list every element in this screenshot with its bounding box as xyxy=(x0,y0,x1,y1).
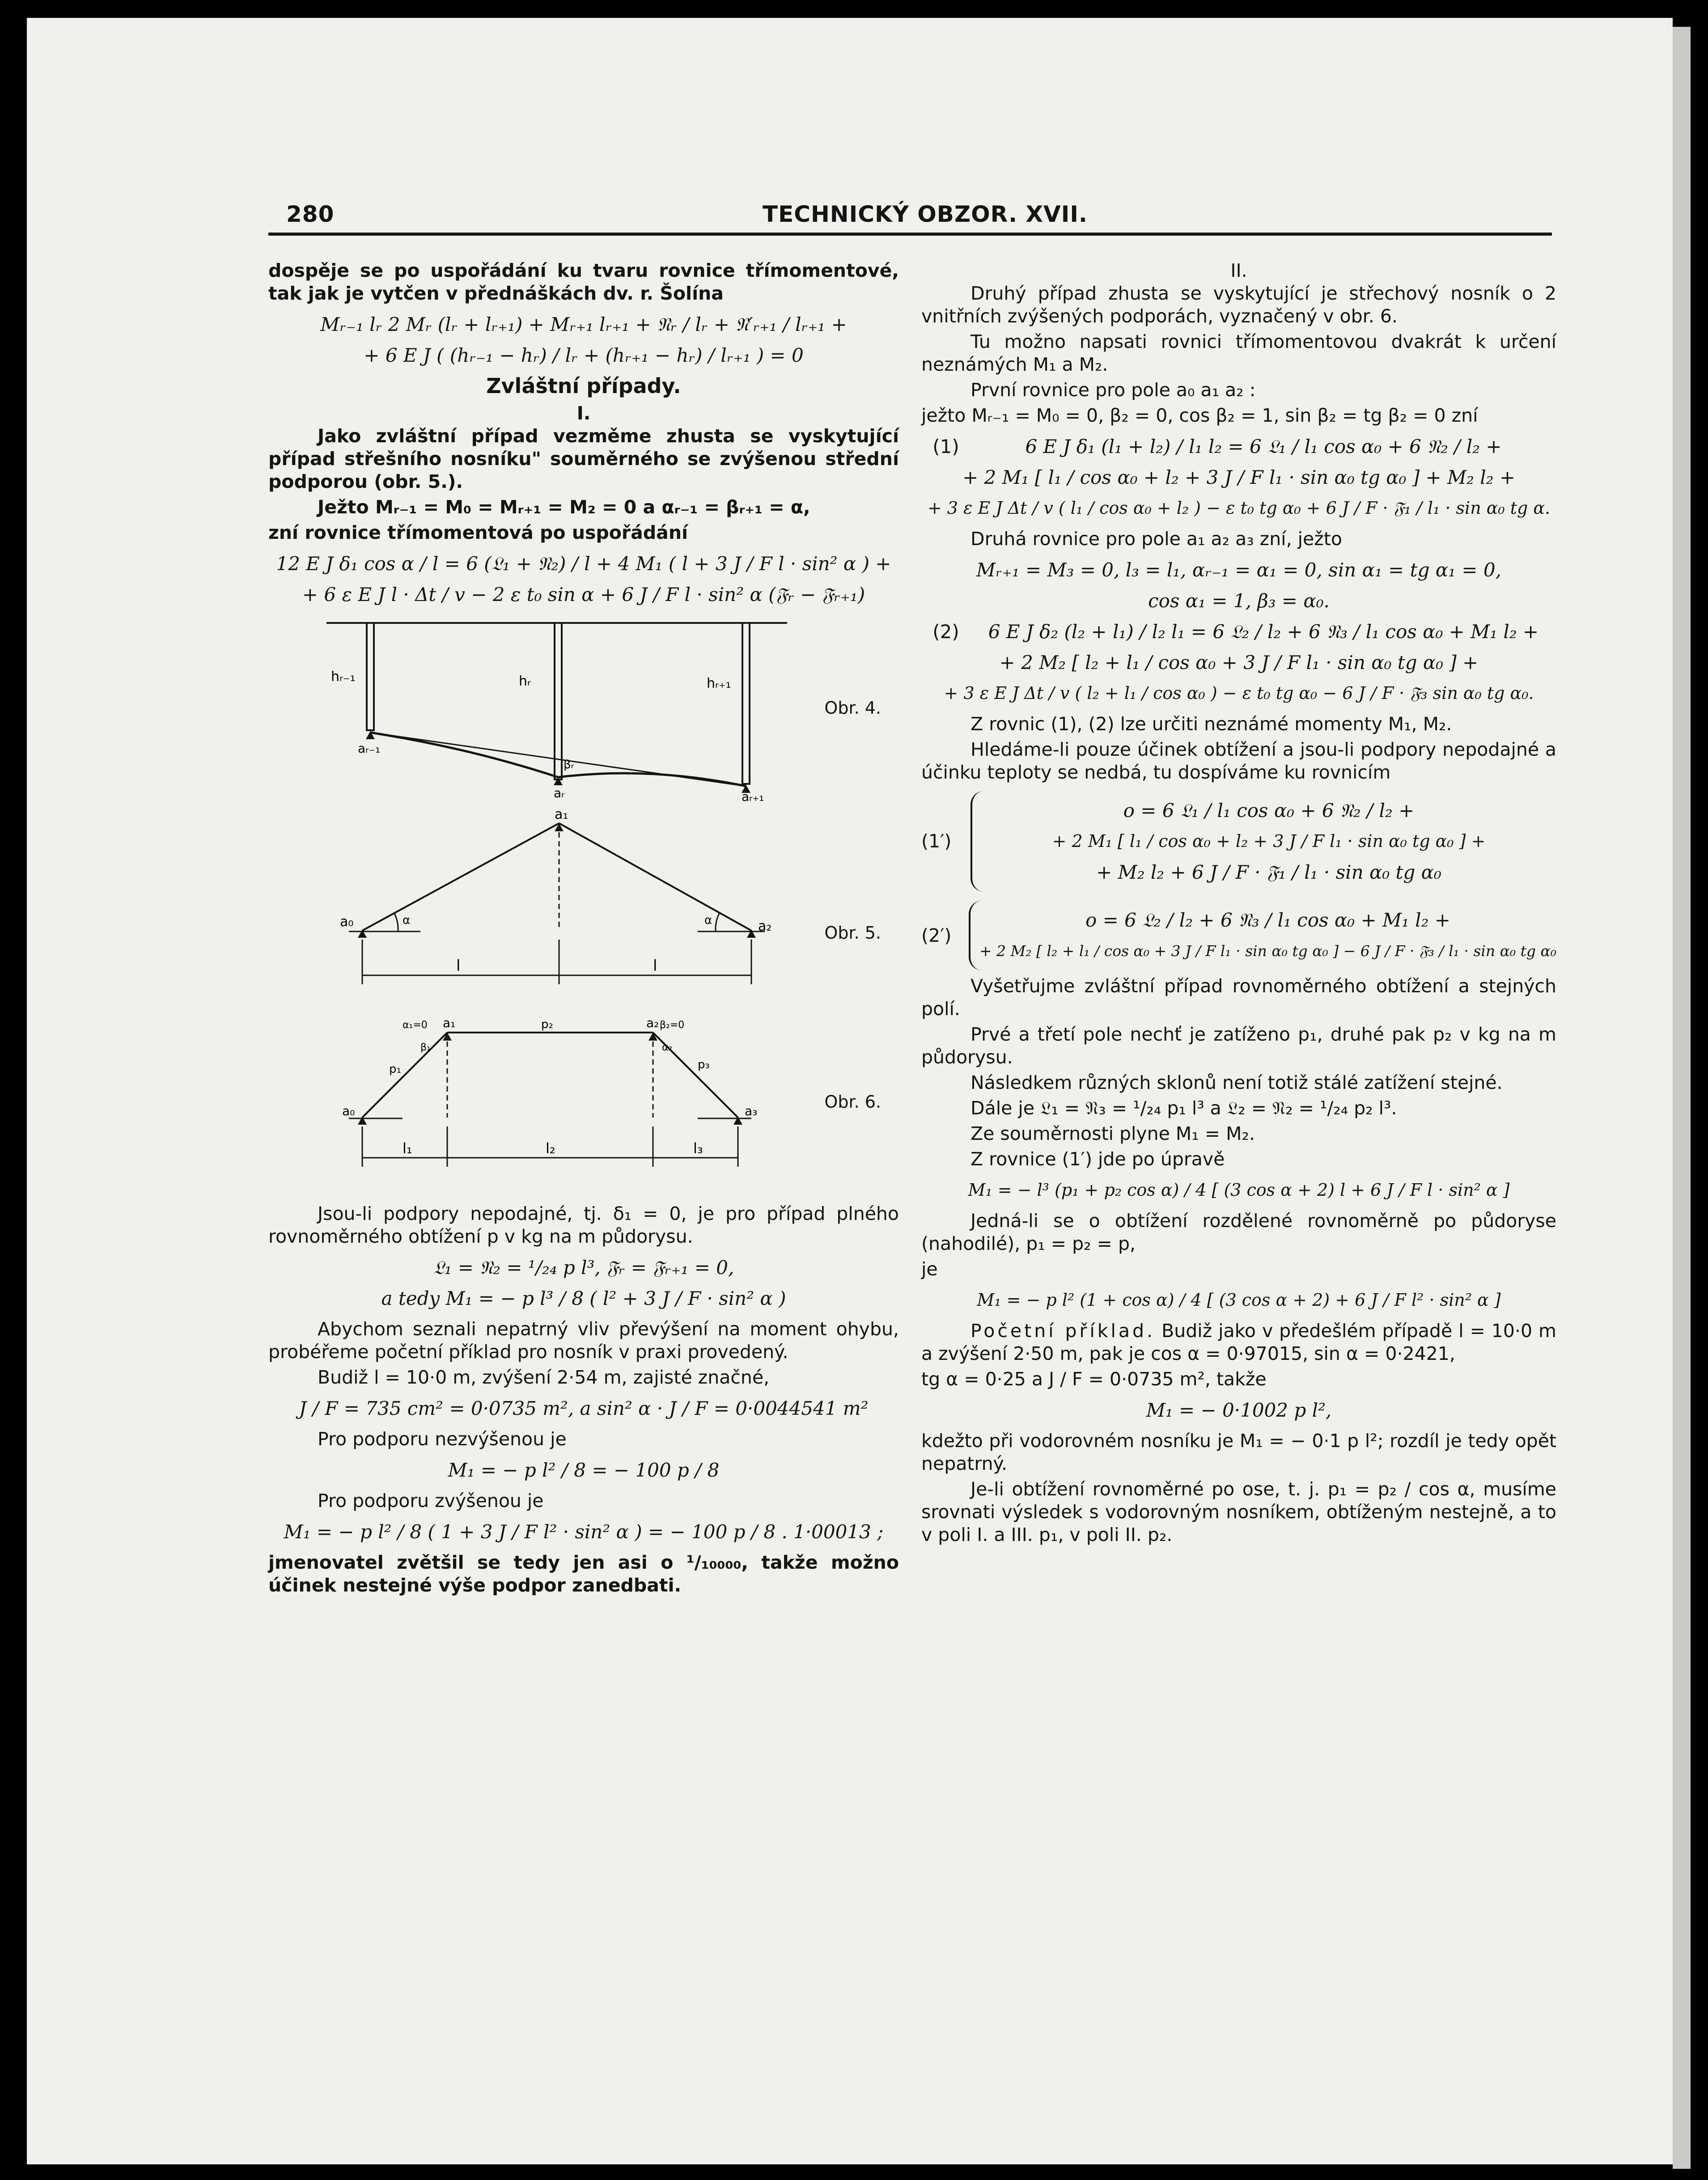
equation: + 3 ε E J Δt / v ( l₂ + l₁ / cos α₀ ) − ε t₀ tg α₀ − 6 J / F · 𝔉₃ sin α₀ tg α₀. xyxy=(944,683,1534,703)
paragraph: Jako zvláštní případ vezměme zhusta se vyskytující případ střešního nosníku" souměrného se zvýšenou střední podporou (obr. 5.). xyxy=(268,425,899,492)
fig6-l1: l₁ xyxy=(403,1140,412,1157)
fig6-p2: p₂ xyxy=(541,1018,553,1031)
paragraph: Abychom seznali nepatrný vliv převýšení na moment ohybu, probéřeme početní příklad pro nosník v praxi provedený. xyxy=(268,1318,899,1363)
fig4-a-r: aᵣ xyxy=(554,786,565,800)
figure-5 xyxy=(268,810,899,1011)
figure-5-caption: Obr. 5. xyxy=(824,923,881,943)
equation: J / F = 735 cm² = 0·0735 m², a sin² α · J / F = 0·0044541 m² xyxy=(299,1397,869,1419)
page-title: TECHNICKÝ OBZOR. XVII. xyxy=(763,201,1088,227)
equation-2 xyxy=(921,620,1556,643)
right-column xyxy=(921,259,1556,1549)
paragraph: je xyxy=(921,1258,938,1280)
paragraph: Jsou-li podpory nepodajné, tj. δ₁ = 0, je pro případ plného rovnoměrného obtížení p v kg na m půdorysu. xyxy=(268,1203,899,1247)
paragraph: Prvé a třetí pole nechť je zatíženo p₁, druhé pak p₂ v kg na m půdorysu. xyxy=(921,1024,1556,1068)
fig4-h-prev: hᵣ₋₁ xyxy=(331,669,356,685)
example-heading: Početní příklad. xyxy=(971,1320,1156,1342)
fig5-a0: a₀ xyxy=(340,914,354,930)
fig5-a1: a₁ xyxy=(555,810,568,822)
equation-label: (2) xyxy=(932,621,959,643)
figure-5-drawing xyxy=(268,810,894,1007)
paragraph: Pro podporu zvýšenou je xyxy=(318,1490,544,1511)
fig6-a1: a₁ xyxy=(443,1016,456,1030)
equation: M₁ = − l³ (p₁ + p₂ cos α) / 4 [ (3 cos α + 2) l + 6 J / F l · sin² α ] xyxy=(968,1180,1510,1200)
fig6-beta2: β₂=0 xyxy=(660,1020,685,1031)
fig6-a2: a₂ xyxy=(646,1016,659,1030)
paragraph: ježto Mᵣ₋₁ = M₀ = 0, β₂ = 0, cos β₂ = 1, sin β₂ = tg β₂ = 0 zní xyxy=(921,405,1478,426)
paragraph: tg α = 0·25 a J / F = 0·0735 m², takže xyxy=(921,1368,1267,1390)
section-number: I. xyxy=(576,402,591,424)
paragraph: Druhá rovnice pro pole a₁ a₂ a₃ zní, ježto xyxy=(971,528,1342,550)
equation: a tedy M₁ = − p l³ / 8 ( l² + 3 J / F · sin² α ) xyxy=(381,1287,786,1309)
paragraph: dospěje se po uspořádání ku tvaru rovnice třímomentové, tak jak je vytčen v přednáškách dv. r. Šolína xyxy=(268,260,899,304)
fig6-p1: p₁ xyxy=(389,1062,401,1076)
fig4-beta: βᵣ xyxy=(564,758,574,771)
paragraph: Tu možno napsati rovnici třímomentovou dvakrát k určení neznámých M₁ a M₂. xyxy=(921,331,1556,375)
header-rule xyxy=(268,233,1552,236)
equation: M₁ = − p l² / 8 = − 100 p / 8 xyxy=(448,1459,720,1481)
fig6-alpha1: α₁=0 xyxy=(403,1020,428,1031)
equation: + 2 M₁ [ l₁ / cos α₀ + l₂ + 3 J / F l₁ · sin α₀ tg α₀ ] + xyxy=(1052,831,1486,851)
paragraph: Dále je 𝔏₁ = 𝔑₃ = ¹/₂₄ p₁ l³ a 𝔏₂ = 𝔑₂ = ¹/₂₄ p₂ l³. xyxy=(971,1097,1397,1119)
fig4-a-next: aᵣ₊₁ xyxy=(742,789,764,802)
page-edge xyxy=(1673,27,1691,2169)
equation: cos α₁ = 1, β₃ = α₀. xyxy=(1148,590,1330,612)
fig6-alpha2: α₂ xyxy=(662,1042,673,1053)
equation-group xyxy=(969,901,1556,970)
fig6-l2: l₂ xyxy=(546,1140,555,1157)
fig5-span-left: l xyxy=(456,957,461,975)
equation: o = 6 𝔏₂ / l₂ + 6 𝔑₃ / l₁ cos α₀ + M₁ l₂ + xyxy=(1085,909,1450,931)
equation: M₁ = − p l² / 8 ( 1 + 3 J / F l² · sin² α ) = − 100 p / 8 . 1·00013 ; xyxy=(284,1521,884,1543)
paragraph: Z rovnice (1′) jde po úpravě xyxy=(971,1148,1225,1170)
left-column xyxy=(268,259,899,1600)
fig6-l3: l₃ xyxy=(693,1140,703,1157)
fig4-h-r: hᵣ xyxy=(519,673,531,689)
equation-label: (1) xyxy=(932,436,959,457)
paragraph: Budiž l = 10·0 m, zvýšení 2·54 m, zajisté značné, xyxy=(318,1367,770,1388)
paragraph: Ze souměrnosti plyne M₁ = M₂. xyxy=(971,1123,1255,1144)
fig5-alpha-left: α xyxy=(403,914,411,927)
equation: + 2 M₂ [ l₂ + l₁ / cos α₀ + 3 J / F l₁ · sin α₀ tg α₀ ] − 6 J / F · 𝔉₃ / l₁ · sin α₀ tg α₀ xyxy=(979,942,1556,960)
equation: 𝔏₁ = 𝔑₂ = ¹/₂₄ p l³, 𝔉ᵣ = 𝔉ᵣ₊₁ = 0, xyxy=(433,1257,734,1278)
equation: + 6 ε E J l · Δt / v − 2 ε t₀ sin α + 6 J / F l · sin² α (𝔉ᵣ − 𝔉ᵣ₊₁) xyxy=(302,584,865,605)
equation-1 xyxy=(921,435,1556,458)
fig5-a2: a₂ xyxy=(758,919,772,934)
section-title: Zvláštní případy. xyxy=(486,374,681,398)
equation-label: (2′) xyxy=(921,924,952,946)
paragraph: Je-li obtížení rovnoměrné po ose, t. j. p₁ = p₂ / cos α, musíme srovnati výsledek s vodorovným nosníkem, obtíženým nestejně, a to v poli I. a III. p₁, v poli II. p₂. xyxy=(921,1478,1556,1545)
paragraph: Jedná-li se o obtížení rozdělené rovnoměrně po půdoryse (nahodilé), p₁ = p₂ = p, xyxy=(921,1210,1556,1254)
paragraph: První rovnice pro pole a₀ a₁ a₂ : xyxy=(971,379,1256,401)
paragraph: kdežto při vodorovném nosníku je M₁ = − 0·1 p l²; rozdíl je tedy opět nepatrný. xyxy=(921,1430,1556,1474)
paragraph: Vyšetřujme zvláštní případ rovnoměrného obtížení a stejných polí. xyxy=(921,975,1556,1020)
paragraph: Následkem různých sklonů není totiž stálé zatížení stejné. xyxy=(971,1072,1503,1093)
figure-4 xyxy=(268,614,899,806)
figure-6-caption: Obr. 6. xyxy=(824,1092,881,1112)
figure-4-caption: Obr. 4. xyxy=(824,698,881,718)
fig6-a3: a₃ xyxy=(745,1104,758,1118)
equation: + 3 ε E J Δt / v ( l₁ / cos α₀ + l₂ ) − ε t₀ tg α₀ + 6 J / F · 𝔉₁ / l₁ · sin α₀ tg α. xyxy=(927,498,1551,518)
figure-6-drawing xyxy=(268,1015,894,1194)
paragraph: Budiž jako v předešlém případě l = 10·0 m a zvýšení 2·50 m, pak je cos α = 0·97015, sin α = 0·2421, xyxy=(921,1320,1556,1364)
fig4-h-next: hᵣ₊₁ xyxy=(707,676,731,691)
figure-4-drawing xyxy=(268,614,894,802)
equation: 6 E J δ₁ (l₁ + l₂) / l₁ l₂ = 6 𝔏₁ / l₁ cos α₀ + 6 𝔑₂ / l₂ + xyxy=(1025,436,1502,457)
fig6-p3: p₃ xyxy=(698,1058,710,1071)
paragraph: Pro podporu nezvýšenou je xyxy=(318,1428,567,1450)
page-number: 280 xyxy=(286,201,335,227)
fig6-beta1: β₁ xyxy=(420,1042,431,1053)
figure-6 xyxy=(268,1015,899,1202)
paragraph: jmenovatel zvětšil se tedy jen asi o ¹/₁₀₀₀₀, takže možno účinek nestejné výše podpor zanedbati. xyxy=(268,1552,899,1596)
equation: + 2 M₂ [ l₂ + l₁ / cos α₀ + 3 J / F l₁ · sin α₀ tg α₀ ] + xyxy=(999,652,1479,673)
equation: M₁ = − p l² (1 + cos α) / 4 [ (3 cos α + 2) + 6 J / F l² · sin² α ] xyxy=(977,1290,1501,1310)
equation-label: (1′) xyxy=(921,830,952,852)
equation: o = 6 𝔏₁ / l₁ cos α₀ + 6 𝔑₂ / l₂ + xyxy=(1123,800,1415,821)
paragraph: zní rovnice třímomentová po uspořádání xyxy=(268,522,688,543)
paragraph: Druhý případ zhusta se vyskytující je střechový nosník o 2 vnitřních zvýšených podporách, vyznačený v obr. 6. xyxy=(921,283,1556,327)
paragraph: Ježto Mᵣ₋₁ = M₀ = Mᵣ₊₁ = M₂ = 0 a αᵣ₋₁ = βᵣ₊₁ = α, xyxy=(318,496,810,518)
equation: + 2 M₁ [ l₁ / cos α₀ + l₂ + 3 J / F l₁ · sin α₀ tg α₀ ] + M₂ l₂ + xyxy=(962,466,1516,488)
fig5-alpha-right: α xyxy=(704,914,712,927)
equation: Mᵣ₋₁ lᵣ 2 Mᵣ (lᵣ + lᵣ₊₁) + Mᵣ₊₁ lᵣ₊₁ + 𝔑ᵣ / lᵣ + 𝔑′ᵣ₊₁ / lᵣ₊₁ + xyxy=(320,313,847,335)
equation: 6 E J δ₂ (l₂ + l₁) / l₂ l₁ = 6 𝔏₂ / l₂ + 6 𝔑₃ / l₁ cos α₀ + M₁ l₂ + xyxy=(988,621,1539,643)
fig5-span-right: l xyxy=(653,957,657,975)
equation: Mᵣ₊₁ = M₃ = 0, l₃ = l₁, αᵣ₋₁ = α₁ = 0, sin α₁ = tg α₁ = 0, xyxy=(976,559,1501,581)
equation: M₁ = − 0·1002 p l², xyxy=(1146,1399,1332,1421)
equation-2-prime xyxy=(921,896,1556,975)
section-number: II. xyxy=(1230,260,1247,281)
fig6-a0: a₀ xyxy=(342,1104,355,1118)
paragraph: Hledáme-li pouze účinek obtížení a jsou-li podpory nepodajné a účinku teploty se nedbá, tu dospíváme ku rovnicím xyxy=(921,739,1556,783)
paragraph: Z rovnic (1), (2) lze určiti neznámé momenty M₁, M₂. xyxy=(971,713,1452,735)
equation: + M₂ l₂ + 6 J / F · 𝔉₁ / l₁ · sin α₀ tg α₀ xyxy=(1096,861,1441,883)
equation: 12 E J δ₁ cos α / l = 6 (𝔏₁ + 𝔑₂) / l + 4 M₁ ( l + 3 J / F l · sin² α ) + xyxy=(276,553,891,575)
equation-1-prime xyxy=(921,787,1556,896)
equation-group xyxy=(971,791,1556,892)
fig4-a-prev: aᵣ₋₁ xyxy=(358,741,381,756)
equation: + 6 E J ( (hᵣ₋₁ − hᵣ) / lᵣ + (hᵣ₊₁ − hᵣ) / lᵣ₊₁ ) = 0 xyxy=(364,344,804,366)
